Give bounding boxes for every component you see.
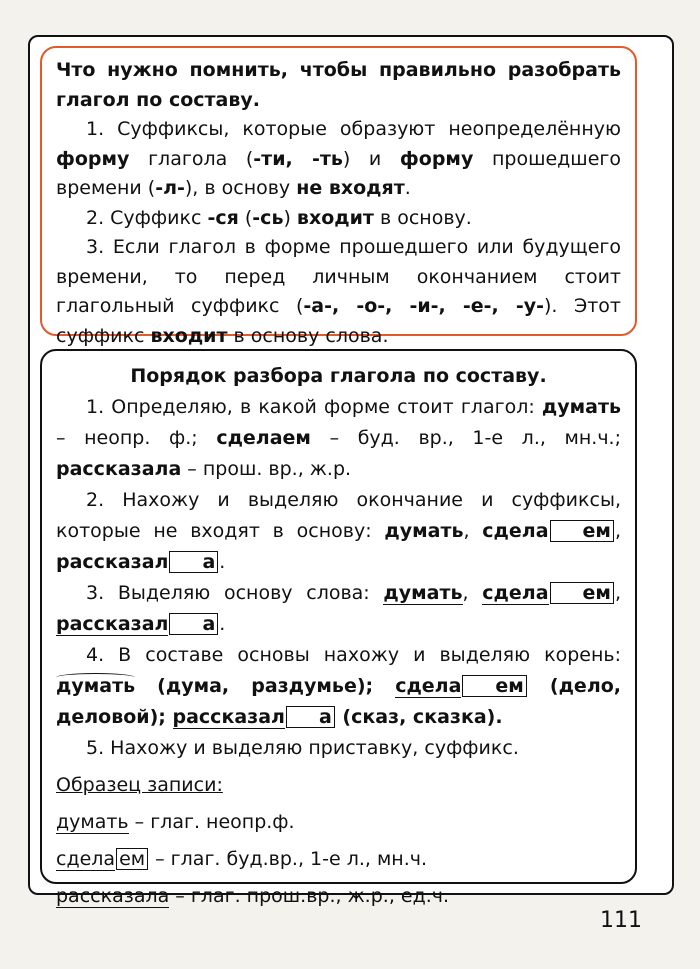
bold-text: думать [541,396,621,418]
bold-text: форму [399,147,474,170]
bold-text: рассказала [56,458,182,480]
word-dumat: думать [383,582,463,604]
text: ). Этот суффикс [56,295,621,347]
sample-word: сдела [56,848,116,870]
stem-part: сдела [395,675,462,697]
text: , [463,520,483,542]
sample-desc: – глаг. буд.вр., 1-е л., мн.ч. [149,848,428,870]
sample-row-3 [56,881,621,912]
sample-word: думать [56,811,129,833]
reminder-box [40,46,637,347]
word-sdelaem [395,675,528,697]
ending-box: а [286,706,335,728]
text: в основу. [373,206,472,229]
related-words: (дело, деловой); [56,675,622,728]
text: 3. Если глагол в форме прошедшего или будущего времени, то перед личным окончанием стоит глагольный суффикс ( [56,236,621,317]
ending-box: а [169,613,218,635]
reminder-item-2 [56,204,621,234]
text: прошедшего времени ( [56,147,621,199]
bold-text: не входят [296,177,405,199]
step-2 [56,485,621,578]
ending-box: ем [550,582,614,604]
stem-part: сдела [482,582,549,604]
sample-section [56,770,621,912]
bold-text: сделаем [216,427,311,449]
step-5: 5. Нахожу и выделяю приставку, суффикс. [86,737,519,759]
ending-box: ем [550,520,614,542]
related-words: (дума, раздумье); [135,675,396,697]
text: 3. Выделяю основу слова: [86,582,384,604]
text: ) [283,206,297,229]
stem-part: рассказал [172,706,285,728]
text: глагола ( [129,147,254,170]
text: 1. Определяю, в какой форме стоит глагол: [86,396,542,418]
word-dumat: думать [384,520,464,542]
sample-title: Образец записи: [56,774,223,796]
related-words: (сказ, сказка). [335,706,503,728]
reminder-item-3 [56,233,621,351]
ending-box: а [169,551,218,573]
text: , [614,520,621,542]
bold-text: -а-, -о-, -и-, -е-, -у- [303,295,544,317]
bold-text: форму [56,147,130,170]
bold-text: входит [150,324,228,347]
text: ( [238,206,253,229]
text: – прош. вр., ж.р. [181,458,352,480]
bold-text: -сь [252,206,284,229]
ending-box: ем [462,675,526,697]
step-4 [56,640,621,733]
word-sdelaem [482,520,615,542]
word-rasskazala [173,706,336,728]
text: ) и [342,147,400,170]
text: ), в основу [184,177,297,199]
text: . [219,551,226,573]
stem-part: рассказал [56,551,169,573]
step-1 [56,392,621,485]
procedure-box [40,349,637,907]
ending-box: ем [116,848,148,870]
word-dumat: думать [56,675,136,697]
procedure-title: Порядок разбора глагола по составу. [130,365,547,387]
bold-text: -ся [207,206,239,229]
word-sdelaem [482,582,615,604]
step-3: 3. Выделяю основу слова: думать, сдела ем , рассказал а . [56,582,621,635]
text: – неопр. ф.; [56,427,217,449]
bold-text: входит [296,206,374,229]
sample-row-2 [56,844,621,875]
sample-desc: – глаг. прош.вр., ж.р., ед.ч. [169,885,450,907]
text: 2. Нахожу и выделяю окончание и суффиксы, которые не входят в основу: [56,489,621,542]
text: . [404,177,411,199]
text: в основу слова. [227,324,389,347]
bold-text: -ти, -ть [253,147,343,170]
text: 2. Суффикс [86,206,208,229]
text: 4. В составе основы нахожу и выделяю корень: [86,644,621,666]
text: 1. Суффиксы, которые образуют неопределённую [86,118,621,140]
word-rasskazala [56,551,219,573]
text: – буд. вр., 1-е л., мн.ч.; [310,427,621,449]
stem-part: рассказал [56,613,169,635]
sample-row-1 [56,807,621,838]
page-number: 111 [600,908,642,933]
sample-word: рассказала [56,885,170,907]
reminder-item-1 [56,115,621,204]
sample-desc: – глаг. неопр.ф. [128,811,295,833]
word-rasskazala [56,613,219,635]
stem-part: сдела [482,520,549,542]
reminder-title: Что нужно помнить, чтобы правильно разобрать глагол по составу. [56,59,621,111]
bold-text: -л- [155,177,185,199]
